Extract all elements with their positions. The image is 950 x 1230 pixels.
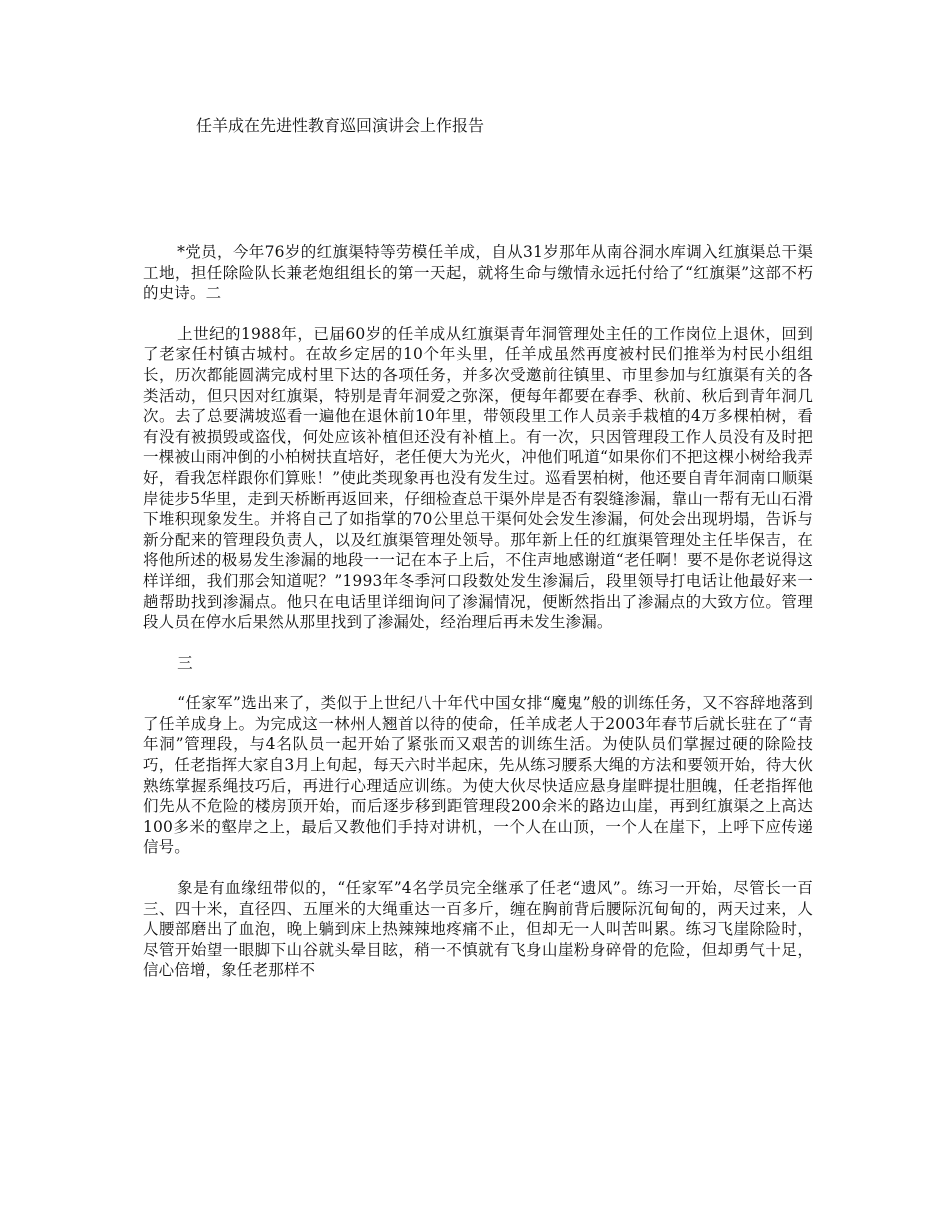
section-marker: 三 [177,653,193,672]
paragraph-retirement: 上世纪的1988年，已届60岁的任羊成从红旗渠青年洞管理处主任的工作岗位上退休，回到了老家任村镇古城村。在故乡定居的10个年头里，任羊成虽然再度被村民们推举为村民小组组长，历次都能圆满完成村里下达的各项任务，并多次受邀前往镇里、市里参加与红旗渠有关的各类活动，但只因对红旗渠，特别是青年洞爱之弥深，便每年都要在春季、秋前、秋后到青年洞几次。去了总要满坡巡看一遍他在退休前10年里，带领段里工作人员亲手栽植的4万多棵柏树，看有没有被损毁或盗伐，何处应该补植但还没有补植上。有一次，只因管理段工作人员没有及时把一棵被山雨冲倒的小柏树扶直培好，老任便大为光火，冲他们吼道“如果你们不把这棵小树给我弄好，看我怎样跟你们算账！”使此类现象再也没有发生过。巡看罢柏树，他还要自青年洞南口顺渠岸徒步5华里，走到天桥断再返回来，仔细检查总干渠外岸是否有裂缝渗漏，靠山一帮有无山石滑下堆积现象发生。并将自己了如指掌的70公里总干渠何处会发生渗漏，何处会出现坍塌，告诉与新分配来的管理段负责人，以及红旗渠管理处领导。那年新上任的红旗渠管理处主任毕保吉，在将他所述的极易发生渗漏的地段一一记在本子上后，不住声地感谢道“老任啊！要不是你老说得这样详细，我们那会知道呢？”1993年冬季河口段数处发生渗漏后，段里领导打电话让他最好来一趟帮助找到渗漏点。他只在电话里详细询问了渗漏情况，便断然指出了渗漏点的大致方位。管理段人员在停水后果然从那里找到了渗漏处，经治理后再未发生渗漏。 [143,324,813,632]
document-title: 任羊成在先进性教育巡回演讲会上作报告 [196,116,485,135]
paragraph-intro: *党员，今年76岁的红旗渠特等劳模任羊成，自从31岁那年从南谷洞水库调入红旗渠总干渠工地，担任除险队长兼老炮组组长的第一天起，就将生命与缴情永远托付给了“红旗渠”这部不朽的史诗。二 [143,243,813,303]
paragraph-legacy: 象是有血缘纽带似的，“任家军”4名学员完全继承了任老“遗风”。练习一开始，尽管长一百三、四十米，直径四、五厘米的大绳重达一百多斤，缠在胸前背后腰际沉甸甸的，两天过来，人人腰部磨出了血泡，晚上躺到床上热辣辣地疼痛不止，但却无一人叫苦叫累。练习飞崖除险时，尽管开始望一眼脚下山谷就头晕目眩，稍一不慎就有飞身山崖粉身碎骨的危险，但却勇气十足，信心倍增，象任老那样不 [143,879,813,980]
paragraph-training: “任家军”选出来了，类似于上世纪八十年代中国女排“魔鬼”般的训练任务，又不容辞地落到了任羊成身上。为完成这一林州人翘首以待的使命，任羊成老人于2003年春节后就长驻在了“青年洞”管理段，与4名队员一起开始了紧张而又艰苦的训练生活。为使队员们掌握过硬的除险技巧，任老指挥大家自3月上旬起，每天六时半起床，先从练习腰系大绳的方法和要领开始，待大伙熟练掌握系绳技巧后，再进行心理适应训练。为使大伙尽快适应悬身崖畔提壮胆魄，任老指挥他们先从不危险的楼房顶开始，而后逐步移到距管理段200余米的路边山崖，再到红旗渠之上高达100多米的壑岸之上，最后又教他们手持对讲机，一个人在山顶，一个人在崖下，上呼下应传递信号。 [143,694,813,857]
document-body [143,242,813,1001]
